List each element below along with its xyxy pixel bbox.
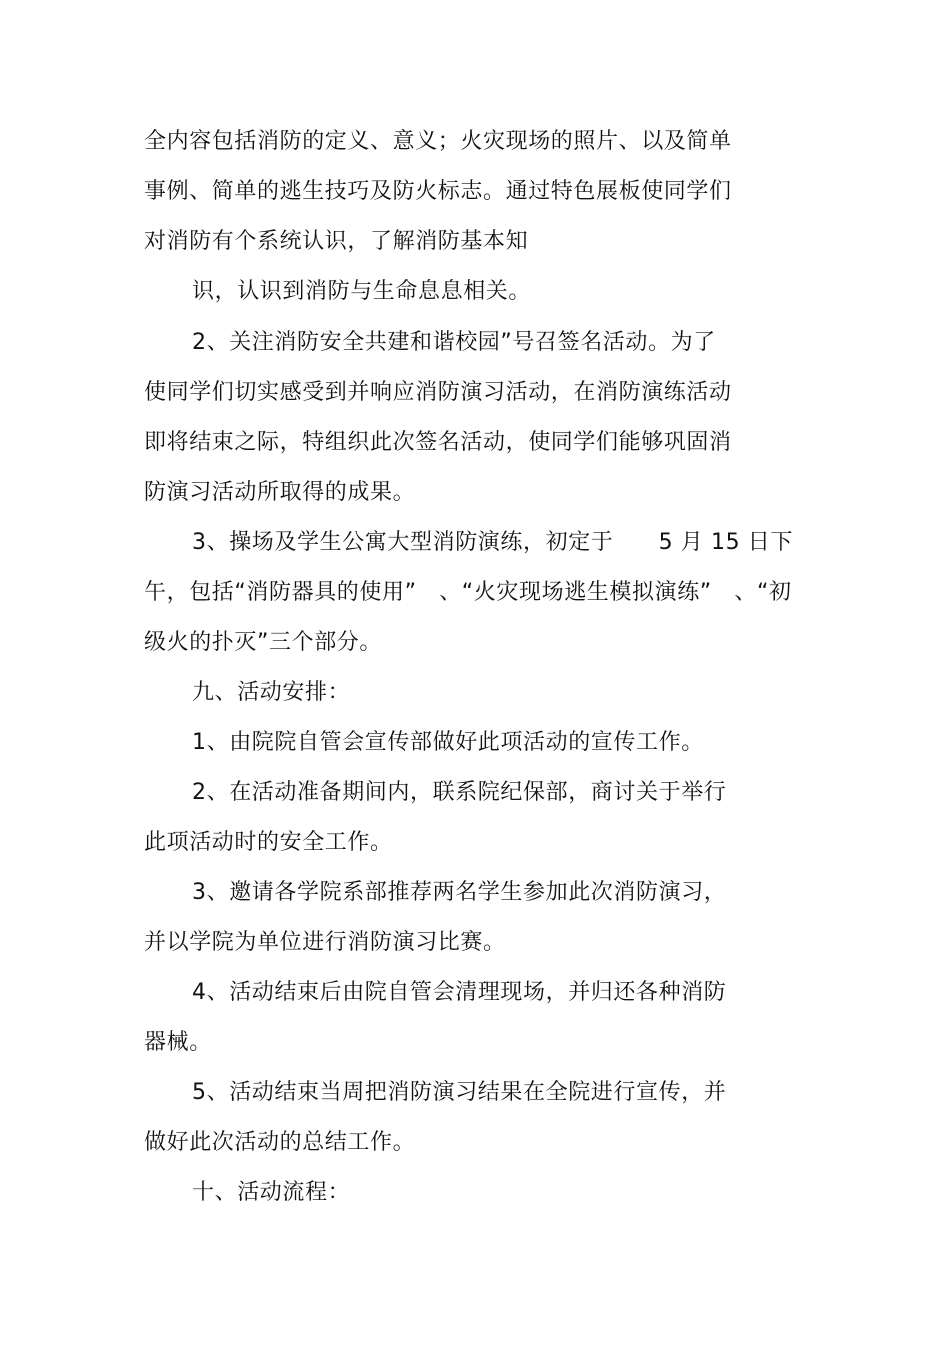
section-heading: 十、活动流程： xyxy=(192,1180,351,1205)
paragraph-line: 即将结束之际，特组织此次签名活动，使同学们能够巩固消 xyxy=(144,430,732,455)
paragraph-line: 全内容包括消防的定义、意义；火灾现场的照片、以及简单 xyxy=(144,129,732,154)
paragraph-line: 1、由院院自管会宣传部做好此项活动的宣传工作。 xyxy=(192,730,704,755)
paragraph-line: 识，认识到消防与生命息息相关。 xyxy=(192,279,532,304)
paragraph-line: 器械。 xyxy=(144,1030,212,1055)
paragraph-line: 防演习活动所取得的成果。 xyxy=(144,480,416,505)
paragraph-line: 级火的扑灭”三个部分。 xyxy=(144,630,382,655)
paragraph-line: 并以学院为单位进行消防演习比赛。 xyxy=(144,930,506,955)
paragraph-line: 事例、简单的逃生技巧及防火标志。通过特色展板使同学们 xyxy=(144,179,732,204)
section-heading: 九、活动安排： xyxy=(192,680,351,705)
paragraph-line: 使同学们切实感受到并响应消防演习活动，在消防演练活动 xyxy=(144,380,732,405)
paragraph-line: 午，包括“消防器具的使用” 、“火灾现场逃生模拟演练” 、“初 xyxy=(144,580,792,605)
paragraph-line: 做好此次活动的总结工作。 xyxy=(144,1130,416,1155)
paragraph-line: 5、活动结束当周把消防演习结果在全院进行宣传，并 xyxy=(192,1080,727,1105)
paragraph-line: 此项活动时的安全工作。 xyxy=(144,830,393,855)
paragraph-line: 3、操场及学生公寓大型消防演练，初定于 5 月 15 日下 xyxy=(192,530,793,555)
paragraph-line: 2、在活动准备期间内，联系院纪保部，商讨关于举行 xyxy=(192,780,727,805)
paragraph-line: 4、活动结束后由院自管会清理现场，并归还各种消防 xyxy=(192,980,727,1005)
paragraph-line: 3、邀请各学院系部推荐两名学生参加此次消防演习， xyxy=(192,880,727,905)
paragraph-line: 2、关注消防安全共建和谐校园”号召签名活动。为了 xyxy=(192,330,716,355)
paragraph-line: 对消防有个系统认识，了解消防基本知 xyxy=(144,229,529,254)
